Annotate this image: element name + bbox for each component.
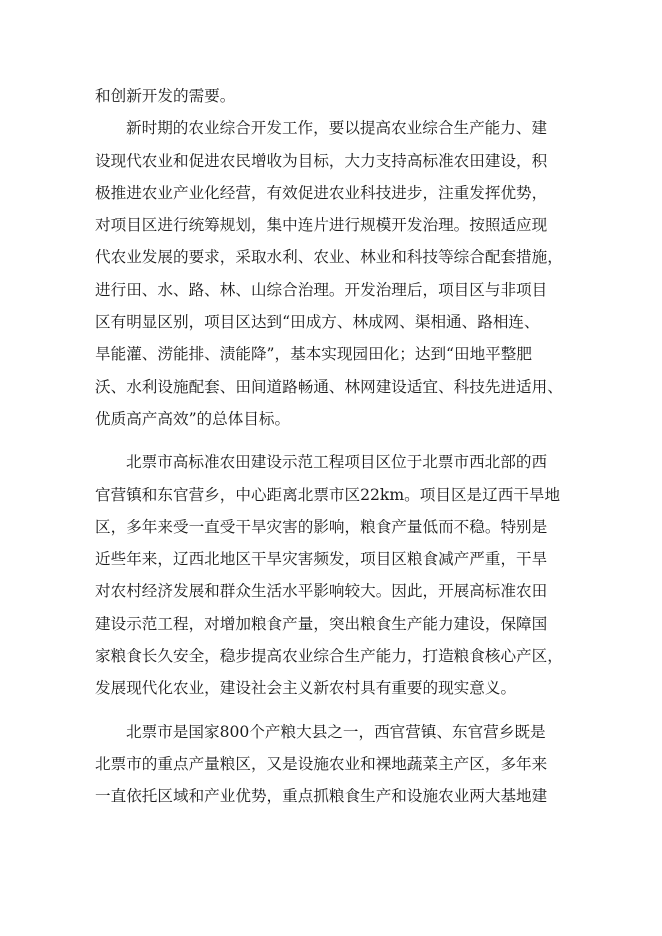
paragraph-spacing: [95, 705, 573, 716]
document-page: [95, 80, 573, 813]
text-line: 近些年来，辽西北地区干旱灾害频发，项目区粮食减产严重，干旱: [95, 550, 548, 569]
text-line: 沃、水利设施配套、田间道路畅通、林网建设适宜、科技先进适用、: [95, 377, 563, 396]
text-line: 极推进农业产业化经营，有效促进农业科技进步，注重发挥优势，: [95, 183, 548, 202]
text-line: 对项目区进行统筹规划，集中连片进行规模开发治理。按照适应现: [95, 216, 548, 235]
text-line: 家粮食长久安全，稳步提高农业综合生产能力，打造粮食核心产区，: [95, 647, 563, 666]
text-line: 建设示范工程，对增加粮食产量，突出粮食生产能力建设，保障国: [95, 614, 548, 633]
text-line: 北票市高标准农田建设示范工程项目区位于北票市西北部的西: [126, 453, 548, 472]
text-line: 新时期的农业综合开发工作，要以提高农业综合生产能力、建: [126, 119, 548, 138]
paragraph-2: [95, 112, 573, 435]
text-line: 北票市的重点产量粮区，又是设施农业和裸地蔬菜主产区，多年来: [95, 754, 548, 773]
text-line: 进行田、水、路、林、山综合治理。开发治理后，项目区与非项目: [95, 280, 548, 299]
paragraph-spacing: [95, 435, 573, 446]
paragraph-3: [95, 446, 573, 704]
paragraph-1: [95, 80, 573, 112]
text-line: 区有明显区别，项目区达到“田成方、林成网、渠相通、路相连、: [95, 313, 540, 332]
text-line: 对农村经济发展和群众生活水平影响较大。因此，开展高标准农田: [95, 582, 548, 601]
paragraph-4: [95, 716, 573, 813]
text-line: 代农业发展的要求，采取水利、农业、林业和科技等综合配套措施，: [95, 248, 563, 267]
text-line: 和创新开发的需要。: [95, 87, 236, 105]
text-line: 区，多年来受一直受干旱灾害的影响，粮食产量低而不稳。特别是: [95, 517, 548, 536]
text-line: 官营镇和东官营乡，中心距离北票市区22km。项目区是辽西干旱地: [95, 485, 561, 504]
text-line: 优质高产高效”的总体目标。: [95, 409, 291, 428]
text-line: 设现代农业和促进农民增收为目标，大力支持高标准农田建设，积: [95, 151, 548, 170]
text-line: 北票市是国家800个产粮大县之一，西官营镇、东官营乡既是: [126, 722, 546, 741]
text-line: 一直依托区域和产业优势，重点抓粮食生产和设施农业两大基地建: [95, 787, 548, 806]
text-line: 旱能灌、涝能排、渍能降”，基本实现园田化；达到“田地平整肥: [95, 345, 532, 364]
text-line: 发展现代化农业，建设社会主义新农村具有重要的现实意义。: [95, 679, 517, 698]
